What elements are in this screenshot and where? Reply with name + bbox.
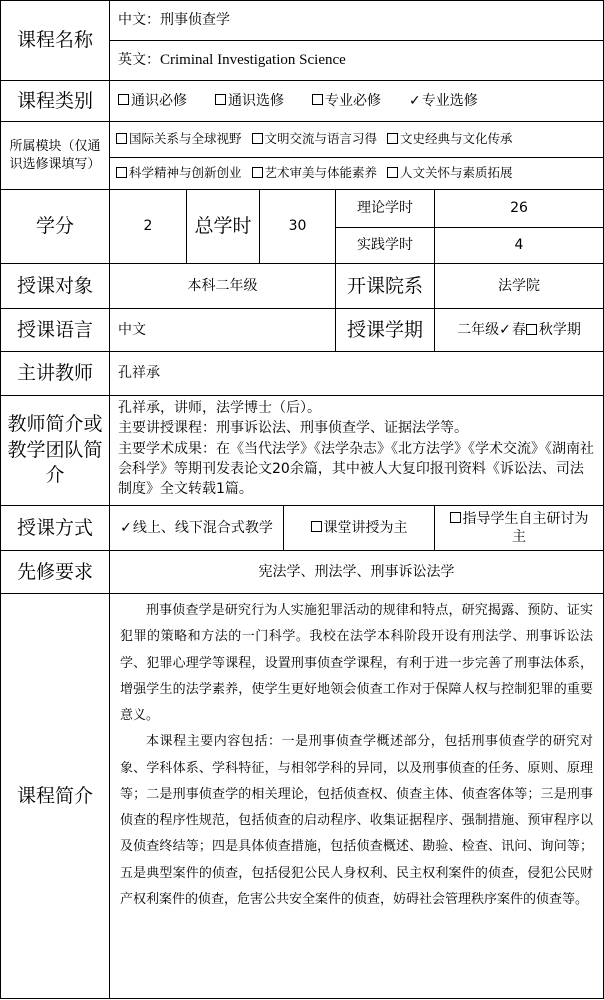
semester-prefix: 二年级 xyxy=(457,321,500,338)
category-option-4[interactable] xyxy=(409,92,478,110)
theory-hours-label: 理论学时 xyxy=(357,200,413,217)
course-name-en-prefix: 英文： xyxy=(118,52,160,69)
check-icon: ✓ xyxy=(409,92,421,109)
module-option-label: 科学精神与创新创业 xyxy=(129,165,242,181)
total-hours-value: 30 xyxy=(288,218,307,235)
prerequisites-label: 先修要求 xyxy=(16,560,93,583)
teacher-intro-line-2: 主要讲授课程：刑事诉讼法、刑事侦查学、证据法学等。 xyxy=(118,420,468,437)
course-intro-paragraph-1: 刑事侦查学是研究行为人实施犯罪活动的规律和特点，研究揭露、预防、证实犯罪的策略和方法的一门科学。我校在法学本科阶段开设有刑法学、刑事诉讼法学、犯罪心理学等课程，设置刑事侦查学课程，有利于进一步完善了刑事法体系，增强学生的法学素养，使学生更好地领会侦查工作对于保障人权与控制犯罪的重要意义。 xyxy=(120,603,593,723)
category-option-label: 专业必修 xyxy=(325,92,381,109)
module-options-row-2 xyxy=(110,158,603,189)
module-option-2[interactable] xyxy=(252,131,378,147)
teaching-mode-option-1-label: 线上、线下混合式教学 xyxy=(132,519,273,536)
teacher-value: 孔祥承 xyxy=(118,365,160,382)
course-intro-label: 课程简介 xyxy=(16,784,93,807)
teacher-intro-line-3: 主要学术成果：在《当代法学》《法学杂志》《北方法学》《学术交流》《湖南社会科学》等期刊发表论文20余篇，其中被人大复印报刊资料《诉讼法、司法制度》全文转载1篇。 xyxy=(118,440,594,498)
course-category-options xyxy=(110,81,603,121)
module-option-1[interactable] xyxy=(116,131,242,147)
language-value: 中文 xyxy=(118,321,146,338)
category-option-label: 通识选修 xyxy=(228,92,284,109)
teacher-intro-label: 教师简介或教学团队简介 xyxy=(7,413,103,487)
course-intro-content xyxy=(110,598,603,996)
category-option-label: 通识必修 xyxy=(131,92,187,109)
teaching-mode-option-2[interactable] xyxy=(284,506,434,550)
module-option-label: 国际关系与全球视野 xyxy=(129,131,242,147)
semester-autumn-checkbox[interactable] xyxy=(526,324,537,335)
module-option-5[interactable] xyxy=(252,165,378,181)
module-label: 所属模块（仅通识选修课填写） xyxy=(9,138,101,172)
checkbox-icon xyxy=(312,94,323,105)
checkbox-icon xyxy=(116,133,127,144)
language-label: 授课语言 xyxy=(16,318,93,341)
module-option-4[interactable] xyxy=(116,165,242,181)
checkbox-icon xyxy=(215,94,226,105)
teacher-label: 主讲教师 xyxy=(16,362,93,385)
teaching-mode-option-3[interactable] xyxy=(435,506,603,550)
teacher-intro-content xyxy=(110,398,603,504)
practice-hours-label: 实践学时 xyxy=(357,237,413,254)
module-option-label: 文史经典与文化传承 xyxy=(400,131,513,147)
category-option-3[interactable] xyxy=(312,92,381,110)
teaching-mode-option-2-label: 课堂讲授为主 xyxy=(323,519,408,536)
course-name-en-cell xyxy=(110,41,603,80)
mixed-mode-check-icon: ✓ xyxy=(120,519,132,536)
semester-autumn: 秋学期 xyxy=(538,321,581,338)
checkbox-icon xyxy=(252,133,263,144)
module-option-label: 艺术审美与体能素养 xyxy=(264,165,378,181)
category-option-1[interactable] xyxy=(118,92,187,110)
teaching-mode-option-1[interactable] xyxy=(110,506,283,550)
module-option-label: 人文关怀与素质拓展 xyxy=(400,165,513,181)
module-option-label: 文明交流与语言习得 xyxy=(264,131,378,147)
module-option-6[interactable] xyxy=(387,165,513,181)
teaching-mode-label: 授课方式 xyxy=(16,516,93,539)
lecture-mode-checkbox xyxy=(311,521,322,532)
self-study-mode-checkbox xyxy=(450,512,461,523)
checkbox-icon xyxy=(118,94,129,105)
module-option-3[interactable] xyxy=(387,131,513,147)
course-name-cn: 中文：刑事侦查学 xyxy=(118,12,230,29)
audience-label: 授课对象 xyxy=(16,274,93,297)
checkbox-icon xyxy=(387,167,398,178)
credit-value: 2 xyxy=(143,218,153,235)
category-option-2[interactable] xyxy=(215,92,284,110)
department-label: 开课院系 xyxy=(346,274,423,297)
semester-label: 授课学期 xyxy=(346,318,423,341)
semester-spring: 春 xyxy=(511,321,526,338)
department-value: 法学院 xyxy=(498,277,540,294)
credit-label: 学分 xyxy=(35,215,74,238)
semester-value xyxy=(435,309,603,351)
course-name-label: 课程名称 xyxy=(16,29,93,52)
prerequisites-value: 宪法学、刑法学、刑事诉讼法学 xyxy=(258,563,455,580)
course-category-label: 课程类别 xyxy=(16,89,93,112)
checkbox-icon xyxy=(116,167,127,178)
practice-hours-value: 4 xyxy=(514,237,524,254)
semester-spring-check-icon[interactable]: ✓ xyxy=(499,321,511,338)
checkbox-icon xyxy=(387,133,398,144)
checkbox-icon xyxy=(252,167,263,178)
audience-value: 本科二年级 xyxy=(187,277,258,294)
total-hours-label: 总学时 xyxy=(194,215,252,238)
teaching-mode-option-3-label: 指导学生自主研讨为主 xyxy=(462,510,589,545)
theory-hours-value: 26 xyxy=(510,200,528,217)
module-options-row-1 xyxy=(110,122,603,157)
course-name-en: Criminal Investigation Science xyxy=(160,51,346,68)
category-option-label: 专业选修 xyxy=(421,92,478,109)
teacher-intro-line-1: 孔祥承，讲师，法学博士（后）。 xyxy=(118,400,321,416)
course-intro-paragraph-2: 本课程主要内容包括：一是刑事侦查学概述部分，包括刑事侦查学的研究对象、学科体系、学科特征，与相邻学科的异同，以及刑事侦查的任务、原则、原理等；二是刑事侦查学的相关理论，包括侦查权、侦查主体、侦查客体等；三是刑事侦查的程序性规范，包括侦查的启动程序、收集证据程序、强制措施、预审程序以及侦查终结等；四是具体侦查措施，包括侦查概述、勘验、检查、讯问、询问等；五是典型案件的侦查，包括侵犯公民人身权利、民主权利案件的侦查，侵犯公民财产权利案件的侦查，危害公共安全案件的侦查，妨碍社会管理秩序案件的侦查等。 xyxy=(120,734,593,907)
